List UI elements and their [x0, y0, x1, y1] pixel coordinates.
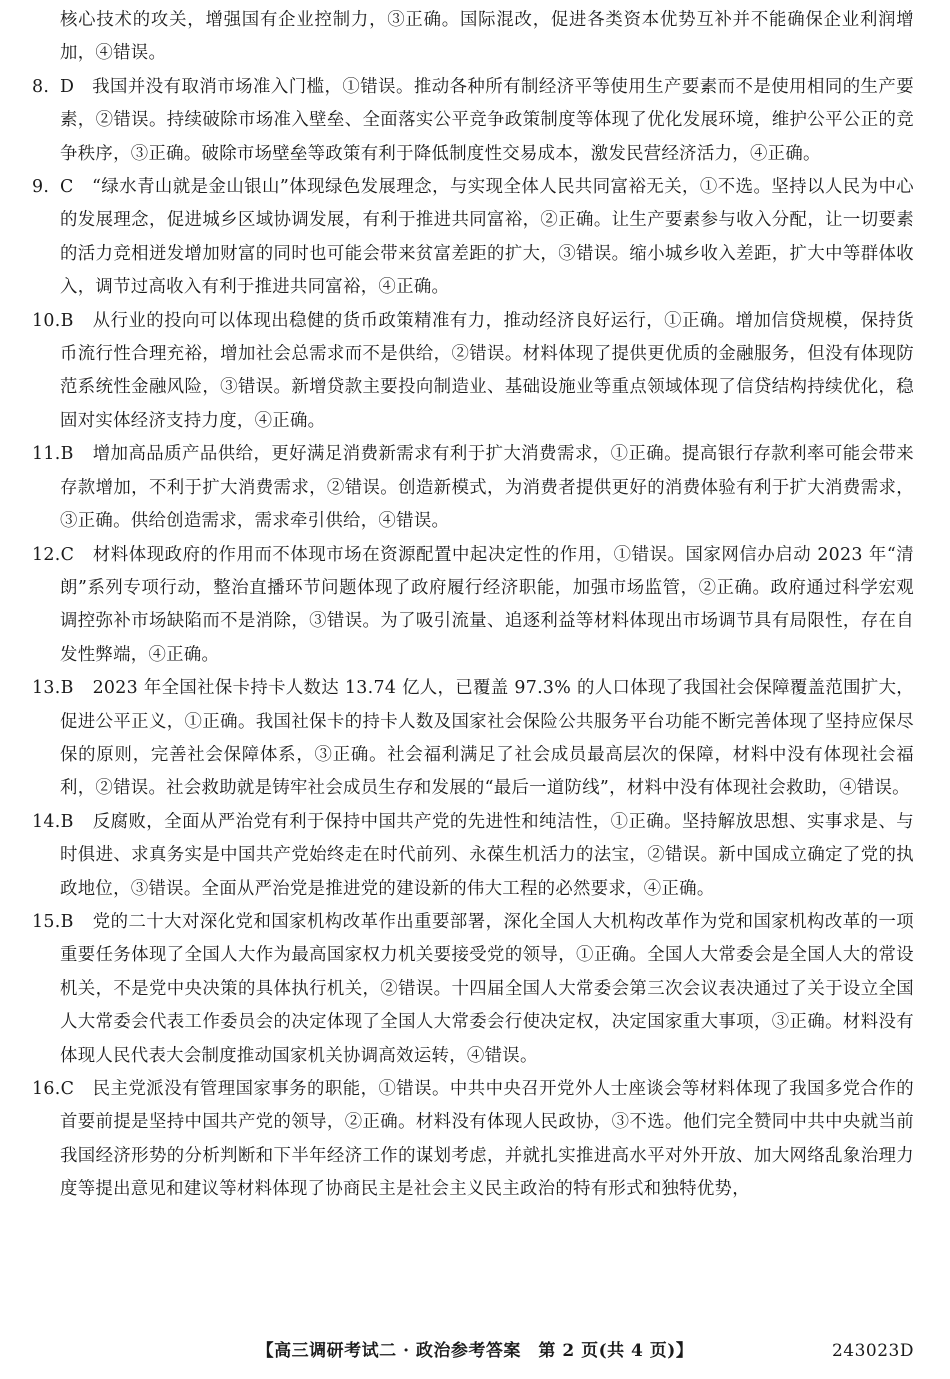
answer-item [32, 71, 914, 171]
answer-item [32, 171, 914, 305]
answer-item [32, 906, 914, 1073]
answer-item [32, 305, 914, 439]
answer-letter: D [60, 76, 75, 97]
answer-item [32, 806, 914, 906]
explanation-text: 从行业的投向可以体现出稳健的货币政策精准有力，推动经济良好运行，①正确。增加信贷规模，保持货币流行性合理充裕，增加社会总需求而不是供给，②错误。材料体现了提供更优质的金融服务，但没有体现防范系统性金融风险，③错误。新增贷款主要投向制造业、基础设施业等重点领域体现了信贷结构持续优化，稳固对实体经济支持力度，④正确。 [60, 310, 914, 431]
question-number: 14. [32, 811, 61, 832]
explanation-text: 2023 年全国社保卡持卡人数达 13.74 亿人，已覆盖 97.3% 的人口体现了我国社会保障覆盖范围扩大，促进公平正义，①正确。我国社保卡的持卡人数及国家社会保险公共服务平台功能不断完善体现了坚持应保尽保的原则，完善社会保障体系，③正确。社会福利满足了社会成员最高层次的保障，材料中没有体现社会福利，②错误。社会救助就是铸牢社会成员生存和发展的“最后一道防线”，材料中没有体现社会救助，④错误。 [60, 678, 914, 799]
explanation-text: 民主党派没有管理国家事务的职能，①错误。中共中央召开党外人士座谈会等材料体现了我国多党合作的首要前提是坚持中国共产党的领导，②正确。材料没有体现人民政协，③不选。他们完全赞同中共中央就当前我国经济形势的分析判断和下半年经济工作的谋划考虑，并就扎实推进高水平对外开放、加大网络乱象治理力度等提出意见和建议等材料体现了协商民主是社会主义民主政治的特有形式和独特优势， [60, 1079, 914, 1200]
answer-item [32, 438, 914, 538]
answer-item [32, 672, 914, 806]
question-number: 11. [32, 444, 61, 465]
answer-letter: B [60, 911, 74, 932]
answer-letter: B [60, 678, 74, 699]
answer-letter: C [60, 544, 75, 565]
explanation-text: “绿水青山就是金山银山”体现绿色发展理念，与实现全体人民共同富裕无关，①不选。坚持以人民为中心的发展理念，促进城乡区域协调发展，有利于推进共同富裕，②正确。让生产要素参与收入分配，让一切要素的活力竞相迸发增加财富的同时也可能会带来贫富差距的扩大，③错误。缩小城乡收入差距，扩大中等群体收入，调节过高收入有利于推进共同富裕，④正确。 [60, 177, 914, 298]
question-number: 16. [32, 1079, 61, 1099]
answer-list [32, 71, 914, 1207]
answer-item [32, 539, 914, 673]
explanation-text: 党的二十大对深化党和国家机构改革作出重要部署，深化全国人大机构改革作为党和国家机构改革的一项重要任务体现了全国人大作为最高国家权力机关要接受党的领导，①正确。全国人大常委会是全国人大的常设机关，不是党中央决策的具体执行机关，②错误。十四届全国人大常委会第三次会议表决通过了关于设立全国人大常委会代表工作委员会的决定体现了全国人大常委会行使决定权，决定国家重大事项，③正确。材料没有体现人民代表大会制度推动国家机关协调高效运转，④错误。 [60, 911, 914, 1066]
footer-title: 【高三调研考试二 · 政治参考答案 第 2 页(共 4 页)】 [256, 1341, 694, 1361]
question-number: 8. [32, 76, 50, 97]
answer-letter: B [60, 310, 74, 331]
answer-letter: C [60, 177, 74, 198]
question-number: 12. [32, 544, 61, 565]
question-number: 9. [32, 177, 50, 198]
answer-letter: C [60, 1079, 75, 1099]
answer-letter: B [60, 811, 74, 832]
explanation-text: 反腐败，全面从严治党有利于保持中国共产党的先进性和纯洁性，①正确。坚持解放思想、实事求是、与时俱进、求真务实是中国共产党始终走在时代前列、永葆生机活力的法宝，②错误。新中国成立确定了党的执政地位，③错误。全面从严治党是推进党的建设新的伟大工程的必然要求，④正确。 [60, 811, 914, 899]
question-number: 15. [32, 911, 61, 932]
explanation-text: 增加高品质产品供给，更好满足消费新需求有利于扩大消费需求，①正确。提高银行存款利率可能会带来存款增加，不利于扩大消费需求，②错误。创造新模式，为消费者提供更好的消费体验有利于扩大消费需求，③正确。供给创造需求，需求牵引供给，④错误。 [60, 444, 914, 532]
explanation-text: 我国并没有取消市场准入门槛，①错误。推动各种所有制经济平等使用生产要素而不是使用相同的生产要素，②错误。持续破除市场准入壁垒、全面落实公平竞争政策制度等体现了优化发展环境，维护公平公正的竞争秩序，③正确。破除市场壁垒等政策有利于降低制度性交易成本，激发民营经济活力，④正确。 [60, 76, 914, 164]
answer-item [32, 1073, 914, 1207]
answer-document [32, 0, 914, 1207]
question-number: 10. [32, 310, 61, 331]
continuation-paragraph: 核心技术的攻关，增强国有企业控制力，③正确。国际混改，促进各类资本优势互补并不能确保企业利润增加，④错误。 [60, 10, 914, 64]
question-number: 13. [32, 678, 61, 699]
answer-letter: B [60, 444, 74, 465]
explanation-text: 材料体现政府的作用而不体现市场在资源配置中起决定性的作用，①错误。国家网信办启动 2023 年“清朗”系列专项行动，整治直播环节问题体现了政府履行经济职能，加强市场监管，②正确。政府通过科学宏观调控弥补市场缺陷而不是消除，③错误。为了吸引流量、追逐利益等材料体现出市场调节具有局限性，存在自发性弊端，④正确。 [60, 544, 914, 665]
page-footer [0, 1336, 950, 1366]
footer-code: 243023D [831, 1341, 914, 1361]
